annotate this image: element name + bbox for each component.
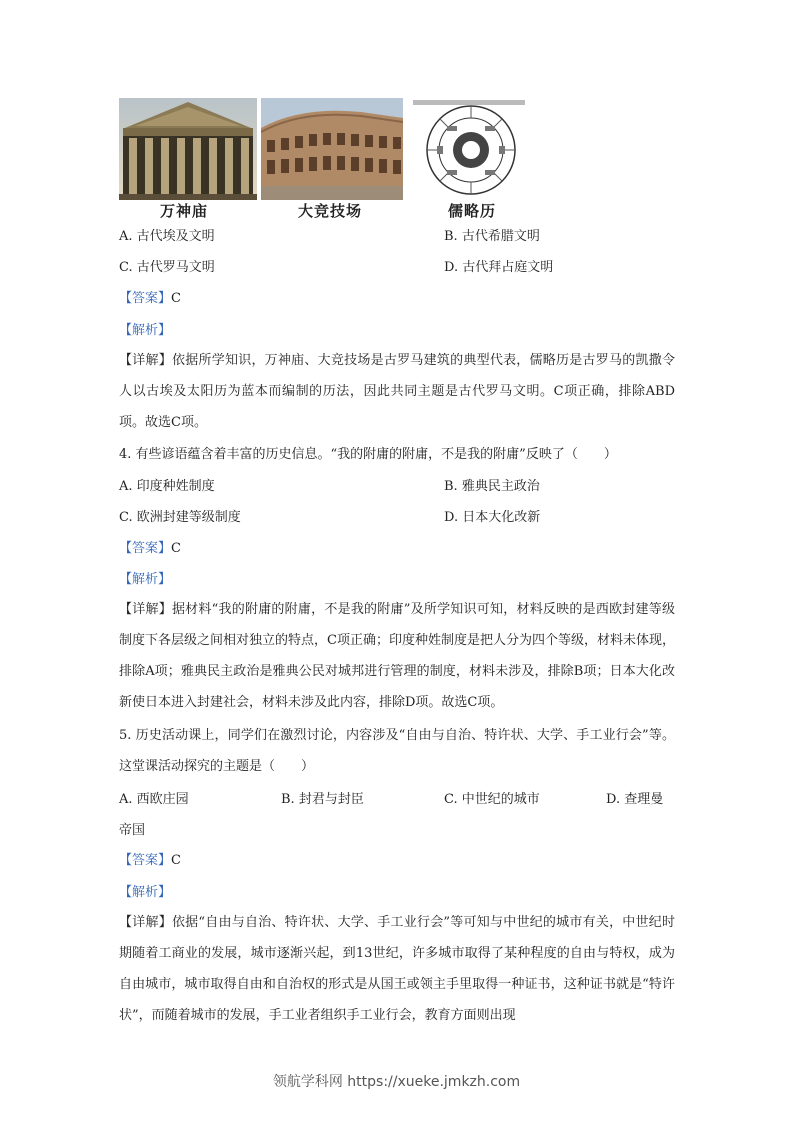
option-d: D. 古代拜占庭文明 (444, 260, 554, 275)
detail-tag: 【详解】 (119, 353, 172, 368)
detail-paragraph (119, 345, 675, 438)
detail-text: 据材料“我的附庸的附庸，不是我的附庸”及所学知识可知，材料反映的是西欧封建等级制度下各层级之间相对独立的特点，C项正确；印度种姓制度是把人分为四个等级，材料未体现，排除A项；雅典民主政治是雅典公民对城邦进行管理的制度，材料未涉及，排除B项；日本大化改新使日本进入封建社会，材料未涉及此内容，排除D项。故选C项。 (119, 602, 675, 710)
option-b: B. 雅典民主政治 (444, 479, 540, 494)
option-d: D. 日本大化改新 (444, 510, 541, 525)
option-c: C. 中世纪的城市 (444, 792, 540, 807)
answer-value: C (171, 541, 181, 556)
question-stem: 5. 历史活动课上，同学们在激烈讨论，内容涉及“自由与自治、特许状、大学、手工业行会”等。这堂课活动探究的主题是（ ） (119, 728, 675, 774)
detail-tag: 【详解】 (119, 915, 172, 930)
answer-tag: 【答案】 (119, 291, 172, 306)
analysis-tag: 【解析】 (119, 885, 172, 900)
answer-tag: 【答案】 (119, 541, 172, 556)
analysis-tag: 【解析】 (119, 323, 172, 338)
colosseum-photo-icon (261, 98, 403, 200)
option-c: C. 古代罗马文明 (119, 260, 215, 275)
option-b: B. 古代希腊文明 (444, 229, 540, 244)
detail-paragraph (119, 907, 675, 1031)
option-d: D. 查理曼 (606, 792, 664, 807)
pantheon-image (119, 98, 257, 200)
analysis-tag: 【解析】 (119, 572, 172, 587)
option-a: A. 西欧庄园 (119, 792, 189, 807)
image-caption: 大竞技场 (298, 202, 363, 220)
colosseum-image (261, 98, 403, 200)
image-caption: 儒略历 (448, 202, 497, 220)
answer-value: C (171, 291, 181, 306)
answer-line (119, 540, 181, 557)
option-a: A. 印度种姓制度 (119, 479, 215, 494)
answer-value: C (171, 853, 181, 868)
answer-line (119, 290, 181, 307)
detail-tag: 【详解】 (119, 602, 172, 617)
answer-line (119, 852, 181, 869)
julian-calendar-image (407, 98, 535, 200)
option-a: A. 古代埃及文明 (119, 229, 215, 244)
detail-text: 依据所学知识，万神庙、大竞技场是古罗马建筑的典型代表，儒略历是古罗马的凯撒令人以古埃及太阳历为蓝本而编制的历法，因此共同主题是古代罗马文明。C项正确，排除ABD项。故选C项。 (119, 353, 675, 430)
julian-calendar-chart-icon (407, 98, 535, 200)
image-caption: 万神庙 (160, 202, 209, 220)
option-c: C. 欧洲封建等级制度 (119, 510, 241, 525)
footer-watermark: 领航学科网 https://xueke.jmkzh.com (272, 1074, 521, 1090)
detail-paragraph (119, 594, 675, 718)
question-stem: 4. 有些谚语蕴含着丰富的历史信息。“我的附庸的附庸，不是我的附庸”反映了（ ） (119, 447, 617, 462)
option-b: B. 封君与封臣 (281, 792, 364, 807)
pantheon-photo-icon (119, 98, 257, 200)
detail-text: 依据“自由与自治、特许状、大学、手工业行会”等可知与中世纪的城市有关，中世纪时期随着工商业的发展，城市逐渐兴起，到13世纪，许多城市取得了某种程度的自由与特权，成为自由城市，城市取得自由和自治权的形式是从国王或领主手里取得一种证书，这种证书就是“特许状”，而随着城市的发展，手工业者组织手工业行会，教育方面则出现 (119, 915, 675, 1023)
answer-tag: 【答案】 (119, 853, 172, 868)
option-d-continued: 帝国 (119, 823, 146, 838)
